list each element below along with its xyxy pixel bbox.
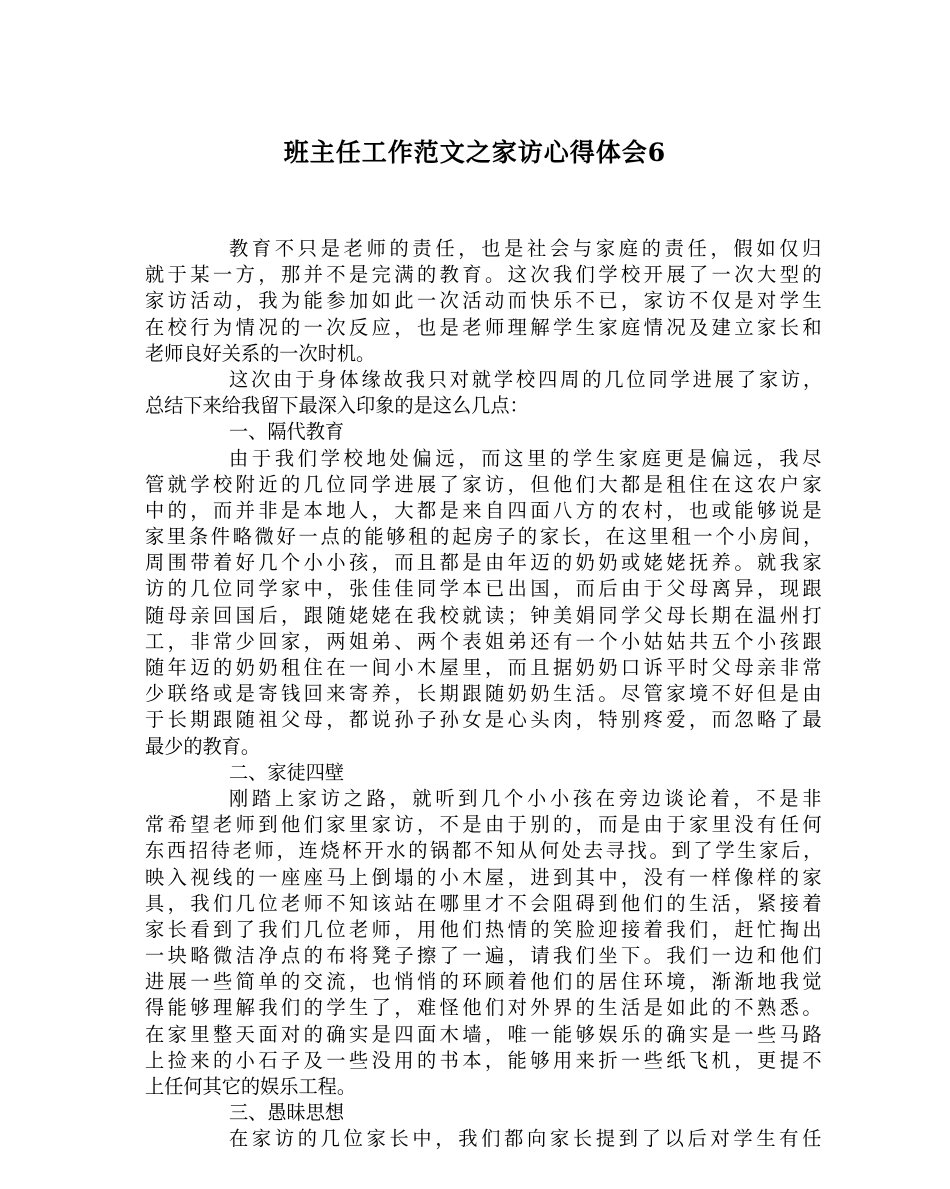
document-title: 班主任工作范文之家访心得体会6 [283,138,667,167]
text-line: 随年迈的奶奶租住在一间小木屋里，而且据奶奶口诉平时父母亲非常 [145,656,825,679]
text-line: 由于我们学校地处偏远，而这里的学生家庭更是偏远，我尽 [229,446,825,470]
text-line: 总结下来给我留下最深入印象的是这么几点： [145,394,529,418]
document-body [145,236,825,1153]
text-line: 最少的教育。 [145,734,261,758]
text-line: 得能够理解我们的学生了，难怪他们对外界的生活是如此的不熟悉。 [145,996,825,1020]
text-line: 具，我们几位老师不知该站在哪里才不会阻碍到他们的生活，紧接着 [145,891,825,915]
text-line: 随母亲回国后，跟随姥姥在我校就读；钟美娟同学父母长期在温州打 [145,603,825,627]
text-line: 上捡来的小石子及一些没用的书本，能够用来折一些纸飞机，更提不 [145,1048,825,1072]
text-line: 管就学校附近的几位同学进展了家访，但他们大都是租住在这农户家 [145,472,825,496]
text-line: 少联络或是寄钱回来寄养，长期跟随奶奶生活。尽管家境不好但是由 [145,682,825,706]
text-line: 这次由于身体缘故我只对就学校四周的几位同学进展了家访， [229,367,825,391]
text-line: 常希望老师到他们家里家访，不是由于别的，而是由于家里没有任何 [145,813,825,837]
text-line: 家里条件略微好一点的能够租的起房子的家长，在这里租一个小房间， [145,525,825,549]
text-line: 家长看到了我们几位老师，用他们热情的笑脸迎接着我们，赶忙掏出 [145,917,825,941]
text-line: 教育不只是老师的责任，也是社会与家庭的责任，假如仅归 [229,237,825,260]
text-line: 访的几位同学家中，张佳佳同学本已出国，而后由于父母离异，现跟 [145,577,825,601]
text-line: 周围带着好几个小小孩，而且都是由年迈的奶奶或姥姥抚养。就我家 [145,551,825,575]
text-line: 一块略微洁净点的布将凳子擦了一遍，请我们坐下。我们一边和他们 [145,944,825,968]
text-line: 二、家徒四壁 [229,760,345,784]
text-line: 于长期跟随祖父母，都说孙子孙女是心头肉，特别疼爱，而忽略了最 [145,708,825,732]
text-line: 东西招待老师，连烧杯开水的锅都不知从何处去寻找。到了学生家后， [145,839,825,863]
text-line: 上任何其它的娱乐工程。 [145,1075,357,1098]
text-line: 家访活动，我为能参加如此一次活动而快乐不已，家访不仅是对学生 [145,289,825,313]
text-line: 三、愚昧思想 [229,1101,345,1125]
text-line: 中的，而并非是本地人，大都是来自四面八方的农村，也或能够说是 [145,498,825,522]
text-line: 在校行为情况的一次反应，也是老师理解学生家庭情况及建立家长和 [145,315,825,339]
text-line: 工，非常少回家，两姐弟、两个表姐弟还有一个小姑姑共五个小孩跟 [145,629,825,653]
text-line: 在家里整天面对的确实是四面木墙，唯一能够娱乐的确实是一些马路 [145,1022,825,1046]
text-line: 在家访的几位家长中，我们都向家长提到了以后对学生有任 [229,1127,825,1151]
text-line: 就于某一方，那并不是完满的教育。这次我们学校开展了一次大型的 [145,263,825,287]
text-line: 刚踏上家访之路，就听到几个小小孩在旁边谈论着，不是非 [229,786,825,810]
text-line: 进展一些简单的交流，也悄悄的环顾着他们的居住环境，渐渐地我觉 [145,970,825,994]
text-line: 一、隔代教育 [229,420,345,444]
text-line: 映入视线的一座座马上倒塌的小木屋，进到其中，没有一样像样的家 [145,865,825,889]
text-line: 老师良好关系的一次时机。 [145,341,376,365]
